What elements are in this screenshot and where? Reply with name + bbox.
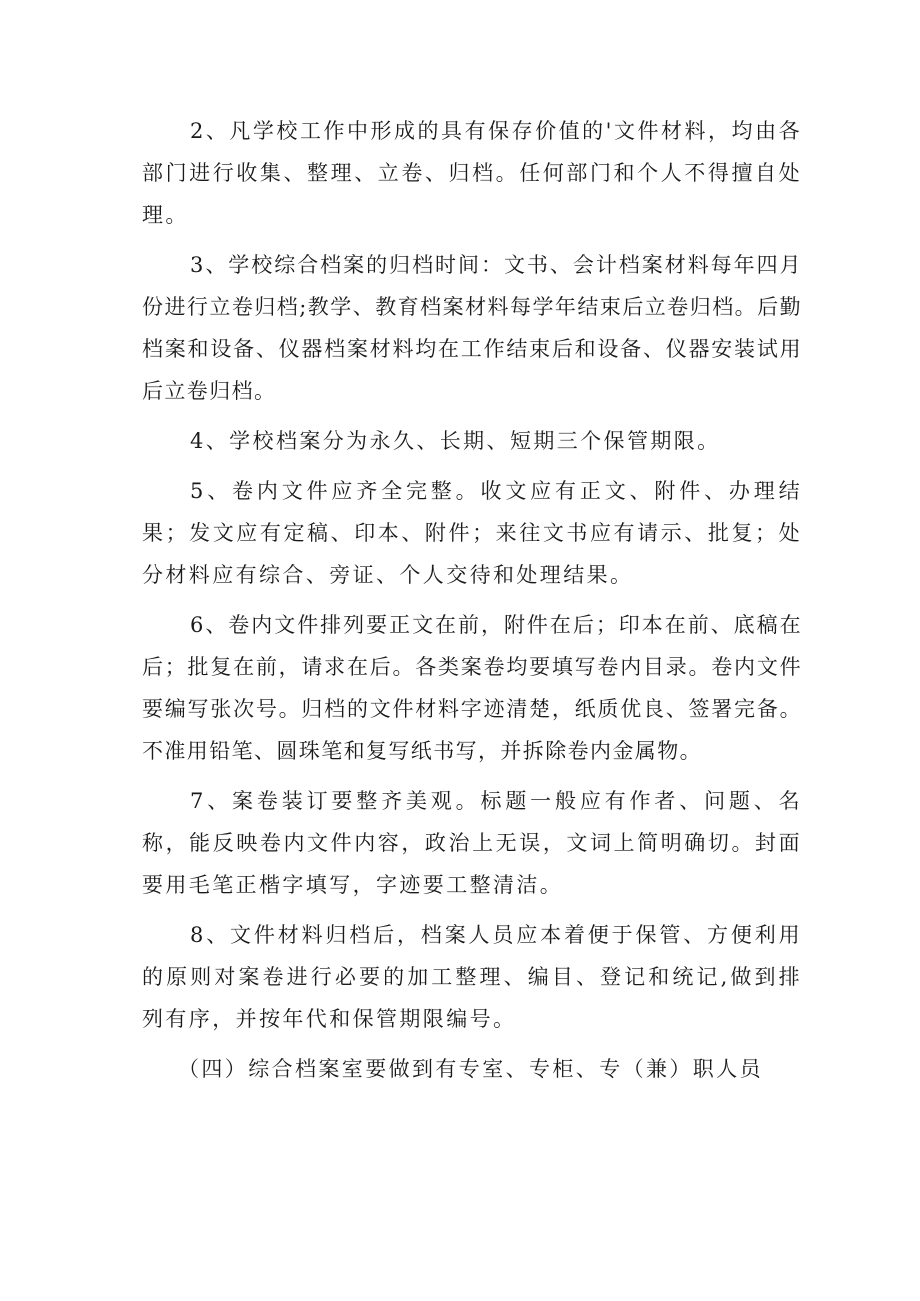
- paragraph-item-5: 5、卷内文件应齐全完整。收文应有正文、附件、办理结果；发文应有定稿、印本、附件；来往文书应有请示、批复；处分材料应有综合、旁证、个人交待和处理结果。: [142, 479, 802, 587]
- paragraph-item-3: 3、学校综合档案的归档时间：文书、会计档案材料每年四月份进行立卷归档;教学、教育档案材料每学年结束后立卷归档。后勤档案和设备、仪器档案材料均在工作结束后和设备、仪器安装试用后立卷归档。: [142, 253, 802, 403]
- paragraph-item-2: 2、凡学校工作中形成的具有保存价值的'文件材料，均由各部门进行收集、整理、立卷、归档。任何部门和个人不得擅自处理。: [142, 119, 802, 227]
- section-heading-four: （四）综合档案室要做到有专室、专柜、专（兼）职人员: [178, 1057, 763, 1081]
- paragraph-item-6: 6、卷内文件排列要正文在前，附件在后；印本在前、底稿在后；批复在前，请求在后。各类案卷均要填写卷内目录。卷内文件要编写张次号。归档的文件材料字迹清楚，纸质优良、签署完备。不准用铅笔、圆珠笔和复写纸书写，并拆除卷内金属物。: [142, 613, 802, 763]
- paragraph-item-4: 4、学校档案分为永久、长期、短期三个保管期限。: [190, 429, 721, 453]
- paragraph-item-8: 8、文件材料归档后，档案人员应本着便于保管、方便利用的原则对案卷进行必要的加工整理、编目、登记和统记,做到排列有序，并按年代和保管期限编号。: [142, 923, 802, 1031]
- paragraph-item-7: 7、案卷装订要整齐美观。标题一般应有作者、问题、名称，能反映卷内文件内容，政治上无误，文词上简明确切。封面要用毛笔正楷字填写，字迹要工整清洁。: [142, 789, 802, 897]
- document-body: [142, 110, 802, 1098]
